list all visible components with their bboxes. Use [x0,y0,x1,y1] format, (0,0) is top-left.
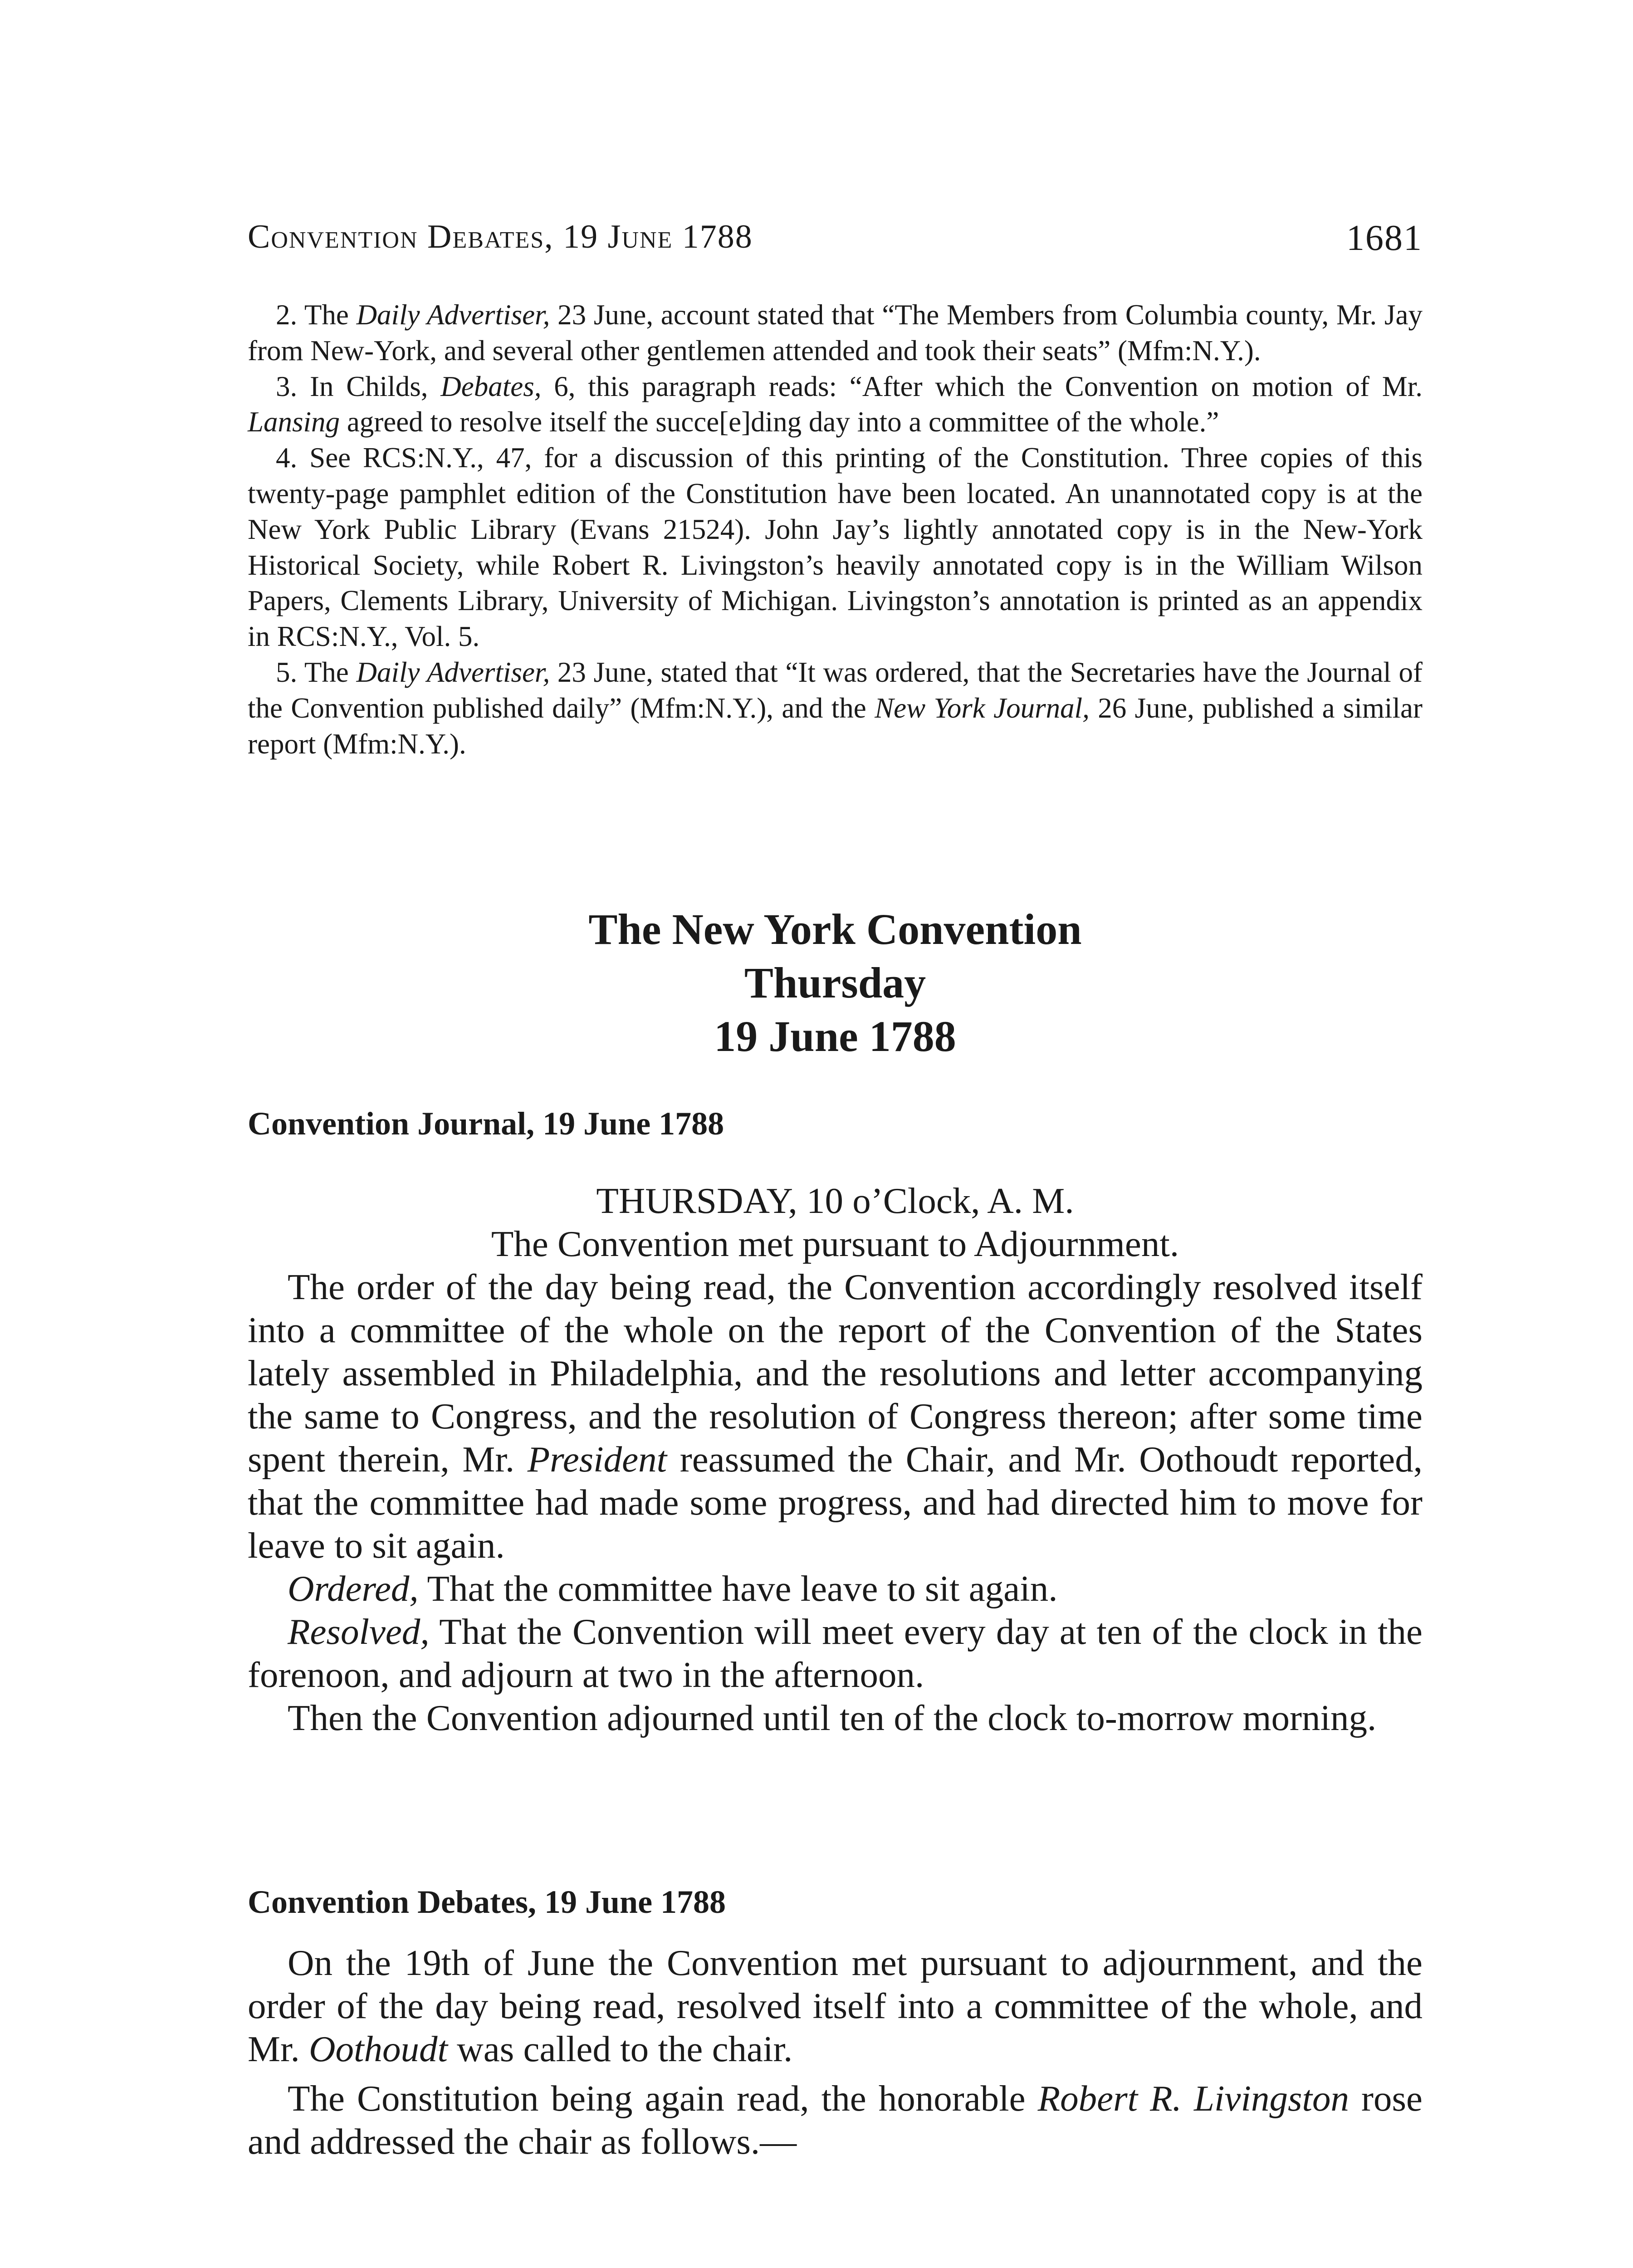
footnote [248,369,1423,440]
debates-heading: Convention Debates, 19 June 1788 [248,1884,726,1920]
italic-text: Oothoudt [309,2028,448,2069]
text-run: The [297,299,357,331]
text-run: reassumed the Chair, and Mr. Oothoudt reported, that the committee had made some progress, and had directed him to move for leave to sit again. [248,1439,1423,1566]
text-run: In Childs, [297,370,441,402]
section-title-line-3: 19 June 1788 [714,1012,956,1061]
footnote [248,297,1423,369]
italic-text: Daily Advertiser, [356,299,550,331]
footnote-number: 5. [276,656,298,688]
journal-heading: Convention Journal, 19 June 1788 [248,1105,724,1142]
text-run: The Constitution being again read, the honorable [288,2078,1038,2119]
italic-text: Debates, [440,370,542,402]
italic-text: President [527,1439,667,1480]
italic-text: Robert R. Livingston [1037,2078,1349,2119]
journal-paragraph [248,1696,1423,1740]
italic-text: Lansing [248,406,340,438]
text-run: See RCS:N.Y., 47, for a discussion of this printing of the Constitution. Three copies of this twenty-page pamphlet edition of the Constitution have been located. An unannotated copy is at the New York Public Library (Evans 21524). John Jay’s lightly annotated copy is in the New-York Historical Society, while Robert R. Livingston’s heavily annotated copy is in the William Wilson Papers, Clements Library, University of Michigan. Livingston’s annotation is printed as an appendix in RCS:N.Y., Vol. 5. [248,442,1423,653]
text-run: 23 June, account stated that “The Members from Columbia county, Mr. Jay from New-York, and several other gentlemen attended and took their seats” (Mfm:N.Y.). [248,299,1423,367]
text-run: The order of the day being read, the Convention accordingly resolved itself into a committee of the whole on the report of the Convention of the States lately assembled in Philadelphia, and the resolutions and letter accompanying the same to Congress, and the resolution of Congress thereon; after some time spent therein, Mr. [248,1266,1423,1480]
text-run: That the Convention will meet every day at ten of the clock in the forenoon, and adjourn at two in the afternoon. [248,1611,1423,1695]
italic-text: Ordered, [288,1568,419,1609]
running-head-title: Convention Debates, 19 June 1788 [248,218,753,255]
footnote [248,655,1423,762]
italic-text: Daily Advertiser, [356,656,550,688]
debates-paragraph [248,2077,1423,2163]
italic-text: New York Journal, [875,692,1090,724]
text-run: That the committee have leave to sit again. [418,1568,1058,1609]
footnote-number: 3. [276,370,298,402]
footnotes [248,297,1423,762]
text-run: 26 June, published a similar report (Mfm:N.Y.). [248,692,1423,760]
footnote [248,440,1423,655]
debates-body [248,1941,1423,2163]
journal-time-line: THURSDAY, 10 o’Clock, A. M. [596,1180,1074,1221]
debates-paragraph [248,1941,1423,2071]
text-run: was called to the chair. [448,2028,793,2069]
footnote-number: 2. [276,299,298,331]
italic-text: Resolved, [288,1611,430,1652]
text-run: On the 19th of June the Convention met pursuant to adjournment, and the order of the day being read, resolved itself into a committee of the whole, and Mr. [248,1942,1423,2069]
journal-body [248,1179,1423,1740]
text-run: 6, this paragraph reads: “After which the Convention on motion of Mr. [541,370,1423,402]
text-run: 23 June, stated that “It was ordered, that the Secretaries have the Journal of the Convention published daily” (Mfm:N.Y.), and the [248,656,1423,724]
section-title-line-2: Thursday [744,958,926,1007]
text-run: rose and addressed the chair as follows.— [248,2078,1423,2162]
text-run: Then the Convention adjourned until ten of the clock to-morrow morning. [288,1697,1377,1738]
journal-paragraph [248,1266,1423,1567]
footnote-number: 4. [276,442,298,474]
section-title-line-1: The New York Convention [588,905,1082,953]
journal-met-line: The Convention met pursuant to Adjournment. [491,1223,1179,1264]
text-run: The [297,656,357,688]
section-title [248,903,1423,1063]
page-number: 1681 [1346,218,1423,258]
journal-paragraph [248,1610,1423,1696]
text-run: agreed to resolve itself the succe[e]ding day into a committee of the whole.” [340,406,1219,438]
journal-paragraph [248,1567,1423,1610]
